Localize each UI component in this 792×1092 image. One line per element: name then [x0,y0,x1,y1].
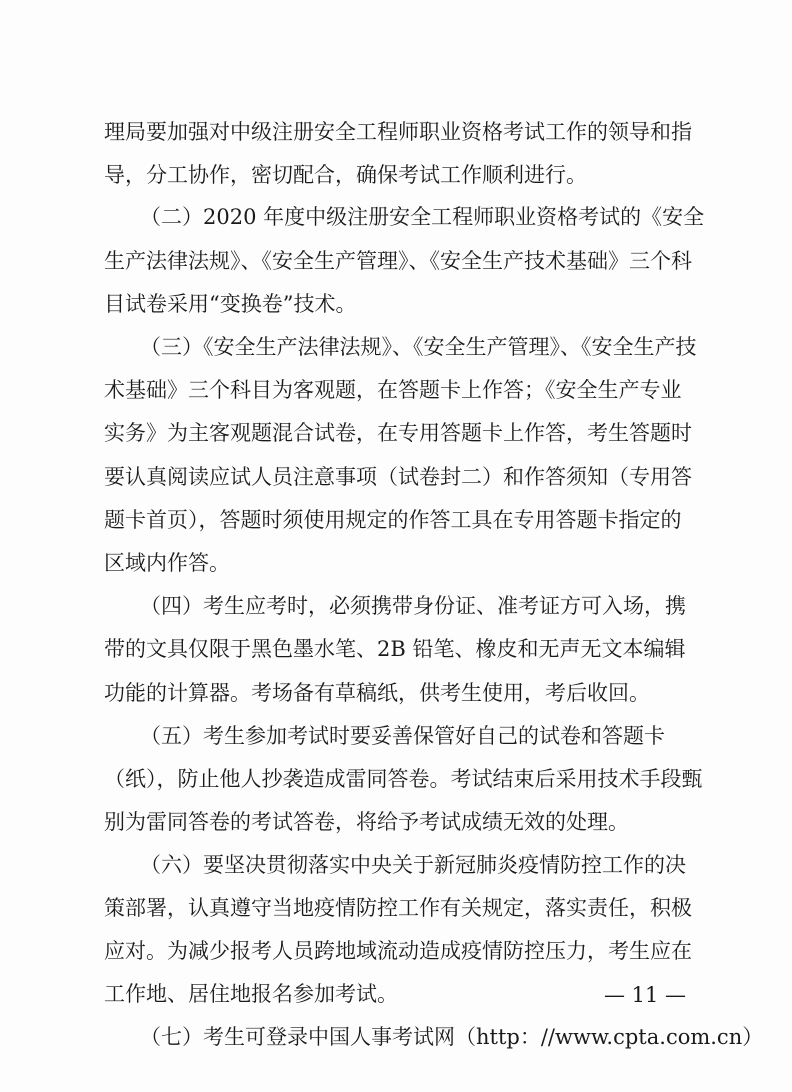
text-line [0,284,792,324]
text-line-content: （二）2020 年度中级注册安全工程师职业资格考试的《安全 [140,205,705,229]
text-line-content: 生产法律法规》、《安全生产管理》、《安全生产技术基础》三个科 [104,249,692,273]
text-line-content: （五）考生参加考试时要妥善保管好自己的试卷和答题卡 [140,724,665,748]
text-line [0,1017,792,1057]
text-line-content: 目试卷采用“变换卷”技术。 [104,292,357,316]
text-line [0,327,792,367]
text-line [0,241,792,281]
text-line [0,759,792,799]
text-line [0,500,792,540]
text-line [0,629,792,669]
text-line [0,413,792,453]
text-line [0,457,792,497]
text-line-content: 导，分工协作，密切配合，确保考试工作顺利进行。 [104,163,587,187]
text-line-content: 区域内作答。 [104,551,230,575]
text-line [0,845,792,885]
text-line-content: （七）考生可登录中国人事考试网（http：//www.cpta.com.cn） [140,1025,764,1049]
text-line [0,716,792,756]
text-line [0,197,792,237]
text-line-content: 要认真阅读应试人员注意事项（试卷封二）和作答须知（专用答 [104,465,692,489]
text-line-content: 理局要加强对中级注册安全工程师职业资格考试工作的领导和指 [104,120,692,144]
text-line [0,112,792,152]
text-line-content: 应对。为减少报考人员跨地域流动造成疫情防控压力，考生应在 [104,939,692,963]
text-line-content: 功能的计算器。考场备有草稿纸，供考生使用，考后收回。 [104,681,650,705]
text-line-content: 策部署，认真遵守当地疫情防控工作有关规定，落实责任，积极 [104,896,692,920]
text-line-content: 工作地、居住地报名参加考试。 [104,982,398,1006]
text-line [0,888,792,928]
text-line [0,802,792,842]
text-line [0,931,792,971]
text-line [0,543,792,583]
text-line-content: （四）考生应考时，必须携带身份证、准考证方可入场，携 [140,594,686,618]
text-line-content: （纸），防止他人抄袭造成雷同答卷。考试结束后采用技术手段甄 [104,767,703,791]
text-line-content: （三）《安全生产法律法规》、《安全生产管理》、《安全生产技 [140,335,697,359]
page-number: — 11 — [603,983,687,1007]
text-line-content: 题卡首页），答题时须使用规定的作答工具在专用答题卡指定的 [104,508,682,532]
text-line-content: （六）要坚决贯彻落实中央关于新冠肺炎疫情防控工作的决 [140,853,686,877]
text-line-content: 实务》为主客观题混合试卷，在专用答题卡上作答，考生答题时 [104,421,692,445]
text-line [0,673,792,713]
text-line-content: 术基础》三个科目为客观题，在答题卡上作答；《安全生产专业 [104,378,682,402]
text-line-content: 带的文具仅限于黑色墨水笔、2B 铅笔、橡皮和无声无文本编辑 [104,637,686,661]
text-line [0,586,792,626]
text-line-content: 别为雷同答卷的考试答卷，将给予考试成绩无效的处理。 [104,810,629,834]
text-line [0,155,792,195]
text-line [0,370,792,410]
